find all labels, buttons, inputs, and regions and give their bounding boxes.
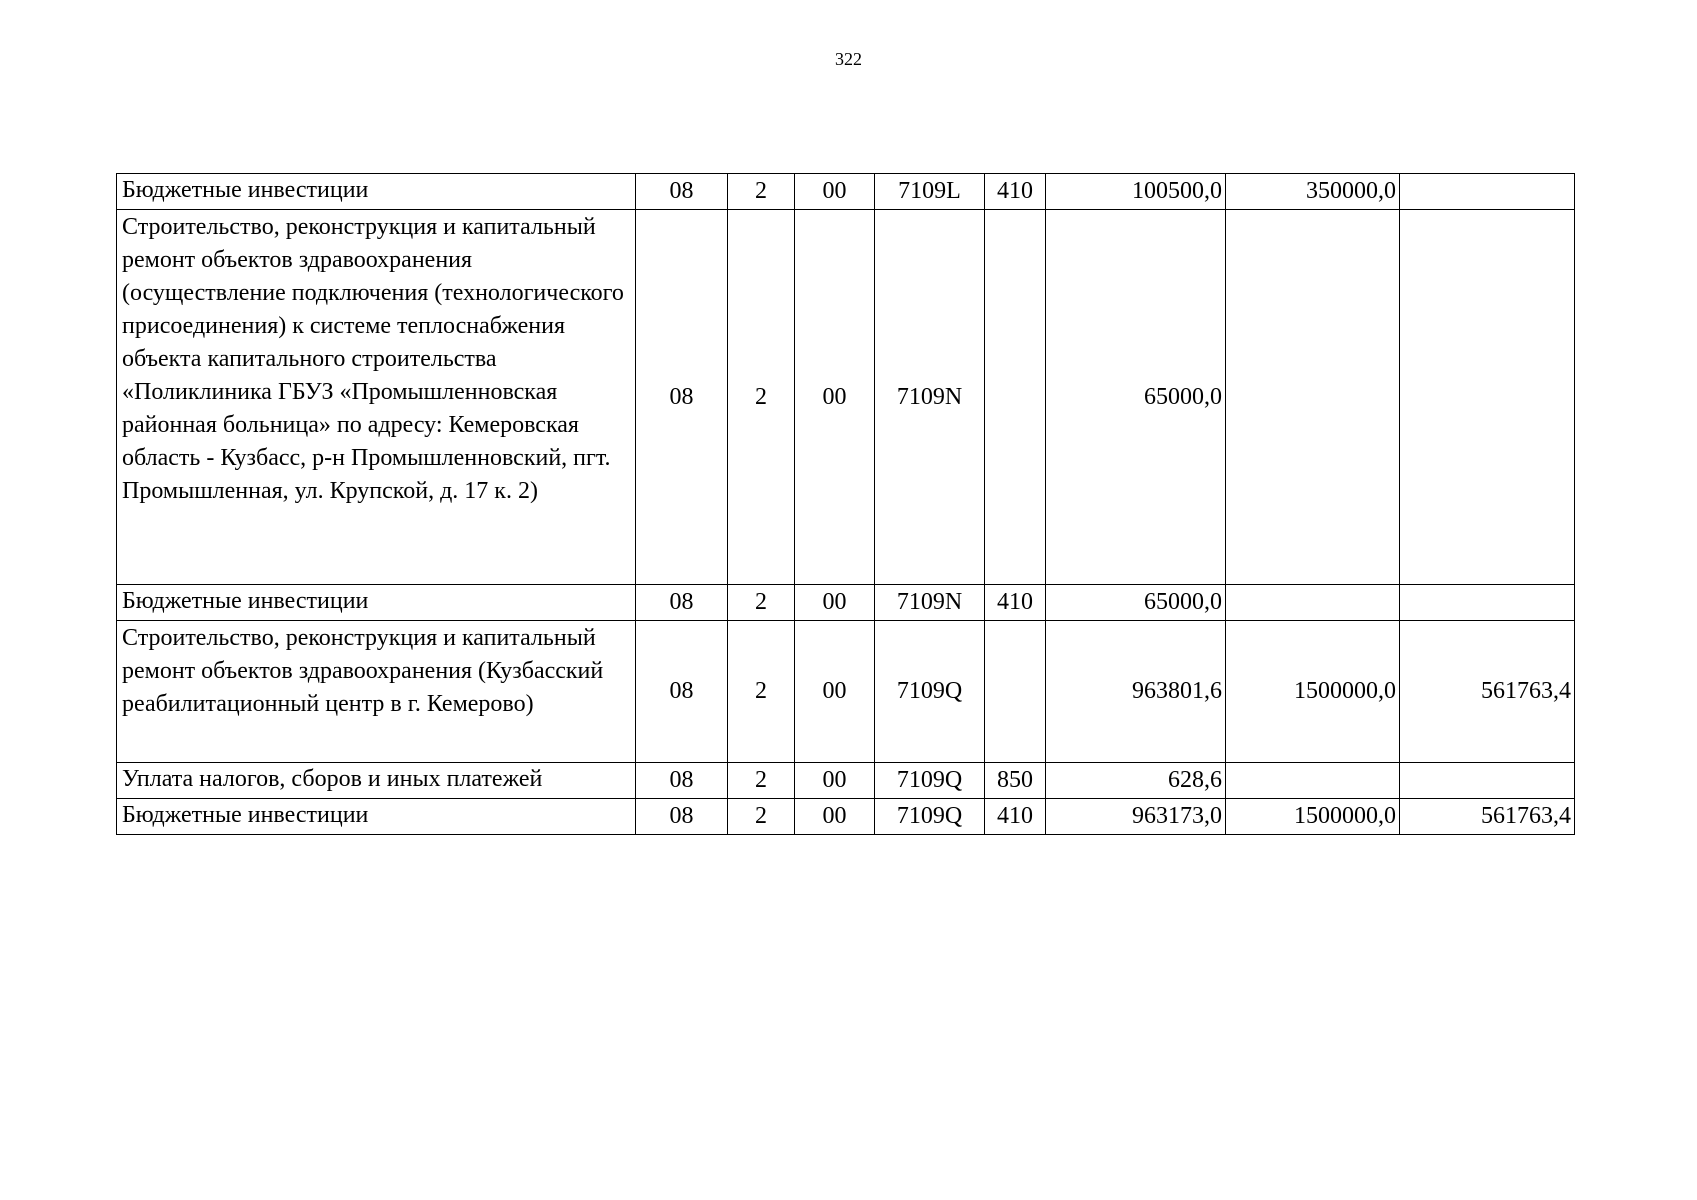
row-expense-type: 410 bbox=[985, 174, 1046, 210]
row-expense-type bbox=[985, 621, 1046, 763]
row-subprogram: 00 bbox=[795, 763, 875, 799]
row-name: Бюджетные инвестиции bbox=[117, 174, 636, 210]
table-row bbox=[117, 585, 1575, 621]
row-expense-type: 850 bbox=[985, 763, 1046, 799]
row-sum2 bbox=[1226, 585, 1400, 621]
row-sum1: 963173,0 bbox=[1046, 799, 1226, 835]
row-sum1: 65000,0 bbox=[1046, 585, 1226, 621]
row-direction: 7109Q bbox=[875, 799, 985, 835]
row-sum3: 561763,4 bbox=[1400, 799, 1575, 835]
row-program: 2 bbox=[728, 621, 795, 763]
row-name: Строительство, реконструкция и капитальный ремонт объектов здравоохранения (Кузбасский реабилитационный центр в г. Кемерово) bbox=[117, 621, 636, 763]
row-direction: 7109N bbox=[875, 585, 985, 621]
row-direction: 7109L bbox=[875, 174, 985, 210]
row-name: Бюджетные инвестиции bbox=[117, 799, 636, 835]
table-row bbox=[117, 210, 1575, 585]
row-name: Строительство, реконструкция и капитальный ремонт объектов здравоохранения (осуществление подключения (технологического присоединения) к системе теплоснабжения объекта капитального строительства «Поликлиника ГБУЗ «Промышленновская районная больница» по адресу: Кемеровская область - Кузбасс, р-н Промышленновский, пгт. Промышленная, ул. Крупской, д. 17 к. 2) bbox=[117, 210, 636, 585]
row-direction: 7109N bbox=[875, 210, 985, 585]
row-subprogram: 00 bbox=[795, 174, 875, 210]
row-section: 08 bbox=[636, 763, 728, 799]
table-row bbox=[117, 799, 1575, 835]
row-subprogram: 00 bbox=[795, 210, 875, 585]
row-expense-type: 410 bbox=[985, 799, 1046, 835]
row-program: 2 bbox=[728, 210, 795, 585]
table-row bbox=[117, 174, 1575, 210]
row-name: Уплата налогов, сборов и иных платежей bbox=[117, 763, 636, 799]
row-sum1: 65000,0 bbox=[1046, 210, 1226, 585]
row-sum3 bbox=[1400, 585, 1575, 621]
row-program: 2 bbox=[728, 174, 795, 210]
row-section: 08 bbox=[636, 210, 728, 585]
row-program: 2 bbox=[728, 799, 795, 835]
row-sum3 bbox=[1400, 763, 1575, 799]
table-row bbox=[117, 763, 1575, 799]
row-direction: 7109Q bbox=[875, 763, 985, 799]
row-name: Бюджетные инвестиции bbox=[117, 585, 636, 621]
row-program: 2 bbox=[728, 763, 795, 799]
row-sum3 bbox=[1400, 210, 1575, 585]
row-sum2: 1500000,0 bbox=[1226, 621, 1400, 763]
row-section: 08 bbox=[636, 174, 728, 210]
row-subprogram: 00 bbox=[795, 799, 875, 835]
row-sum3 bbox=[1400, 174, 1575, 210]
row-sum2: 350000,0 bbox=[1226, 174, 1400, 210]
row-sum1: 628,6 bbox=[1046, 763, 1226, 799]
row-sum1: 963801,6 bbox=[1046, 621, 1226, 763]
row-section: 08 bbox=[636, 799, 728, 835]
page-number: 322 bbox=[835, 49, 862, 69]
row-sum1: 100500,0 bbox=[1046, 174, 1226, 210]
row-expense-type bbox=[985, 210, 1046, 585]
row-sum2 bbox=[1226, 210, 1400, 585]
row-sum2: 1500000,0 bbox=[1226, 799, 1400, 835]
row-subprogram: 00 bbox=[795, 621, 875, 763]
row-section: 08 bbox=[636, 621, 728, 763]
row-sum2 bbox=[1226, 763, 1400, 799]
row-subprogram: 00 bbox=[795, 585, 875, 621]
row-section: 08 bbox=[636, 585, 728, 621]
row-program: 2 bbox=[728, 585, 795, 621]
budget-table bbox=[116, 173, 1575, 835]
row-sum3: 561763,4 bbox=[1400, 621, 1575, 763]
row-direction: 7109Q bbox=[875, 621, 985, 763]
row-expense-type: 410 bbox=[985, 585, 1046, 621]
table-row bbox=[117, 621, 1575, 763]
